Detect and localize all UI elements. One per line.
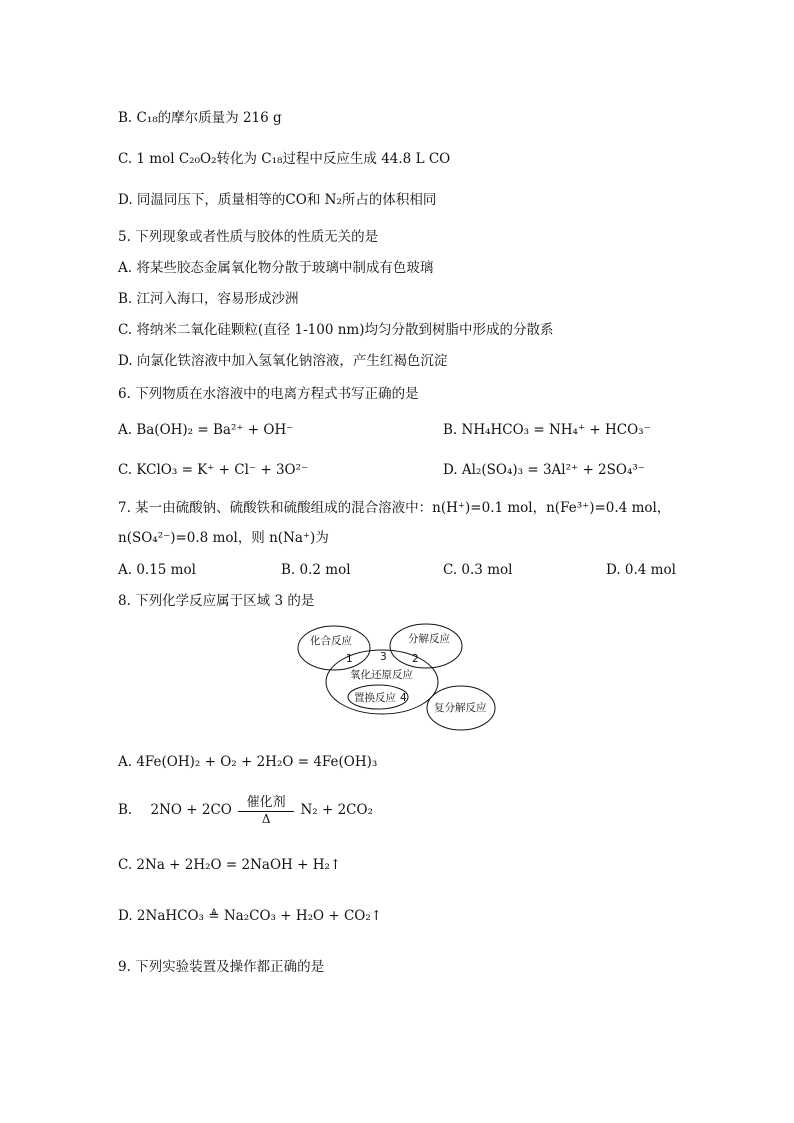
q8-option-b-label: B. [118,802,133,818]
region-3-label: 3 [380,651,387,663]
q8-option-c: C. 2Na + 2H₂O = 2NaOH + H₂↑ [118,857,342,873]
q4-option-d: D. 同温同压下，质量相等的CO和 N₂所占的体积相同 [118,192,437,208]
region-2-label: 2 [412,653,419,665]
q5-stem: 5. 下列现象或者性质与胶体的性质无关的是 [118,229,379,245]
q8-option-d: D. 2NaHCO₃ ≜ Na₂CO₃ + H₂O + CO₂↑ [118,908,383,924]
q7-option-b: B. 0.2 mol [281,562,351,578]
q8-option-b-products: N₂ + 2CO₂ [300,802,373,818]
decomposition-ellipse [390,624,462,668]
q6-option-b: B. NH₄HCO₃ = NH₄⁺ + HCO₃⁻ [443,422,651,438]
q7-option-d: D. 0.4 mol [606,562,676,578]
q8-option-b [118,790,373,830]
q7-stem-line2: n(SO₄²⁻)=0.8 mol，则 n(Na⁺)为 [118,530,329,546]
q6-option-a: A. Ba(OH)₂ = Ba²⁺ + OH⁻ [118,422,294,438]
region-4-label: 4 [400,692,407,704]
q7-stem-line1: 7. 某一由硫酸钠、硫酸铁和硫酸组成的混合溶液中：n(H⁺)=0.1 mol，n(Fe³⁺)=0.4 mol， [118,500,671,516]
q5-option-a: A. 将某些胶态金属氧化物分散于玻璃中制成有色玻璃 [118,260,434,276]
reaction-classification-diagram [290,618,510,738]
q7-option-c: C. 0.3 mol [443,562,513,578]
q4-option-b: B. C₁₈的摩尔质量为 216 g [118,110,282,126]
heat-symbol: Δ [261,812,271,826]
combination-label: 化合反应 [310,635,352,647]
decomposition-label: 分解反应 [408,633,450,645]
q8-stem: 8. 下列化学反应属于区域 3 的是 [118,593,315,609]
q5-option-d: D. 向氯化铁溶液中加入氢氧化钠溶液，产生红褐色沉淀 [118,353,448,369]
q5-option-b: B. 江河入海口，容易形成沙洲 [118,291,299,307]
q6-stem: 6. 下列物质在水溶液中的电离方程式书写正确的是 [118,386,419,402]
double-decomposition-label: 复分解反应 [434,702,487,714]
combination-ellipse [298,626,370,670]
q4-option-c: C. 1 mol C₂₀O₂转化为 C₁₈过程中反应生成 44.8 L CO [118,151,451,167]
catalyst-label: 催化剂 [246,795,286,810]
q8-option-a: A. 4Fe(OH)₂ + O₂ + 2H₂O = 4Fe(OH)₃ [118,754,378,770]
redox-label: 氧化还原反应 [350,669,413,681]
displacement-label: 置换反应 [354,692,396,704]
q8-option-b-conditions [238,795,294,826]
q8-option-b-reactants: 2NO + 2CO [150,802,232,818]
q9-stem: 9. 下列实验装置及操作都正确的是 [118,959,325,975]
q6-option-c: C. KClO₃ = K⁺ + Cl⁻ + 3O²⁻ [118,462,309,478]
q6-option-d: D. Al₂(SO₄)₃ = 3Al²⁺ + 2SO₄³⁻ [443,462,645,478]
region-1-label: 1 [346,653,353,665]
q5-option-c: C. 将纳米二氧化硅颗粒(直径 1-100 nm)均匀分散到树脂中形成的分散系 [118,322,554,338]
q7-option-a: A. 0.15 mol [118,562,196,578]
